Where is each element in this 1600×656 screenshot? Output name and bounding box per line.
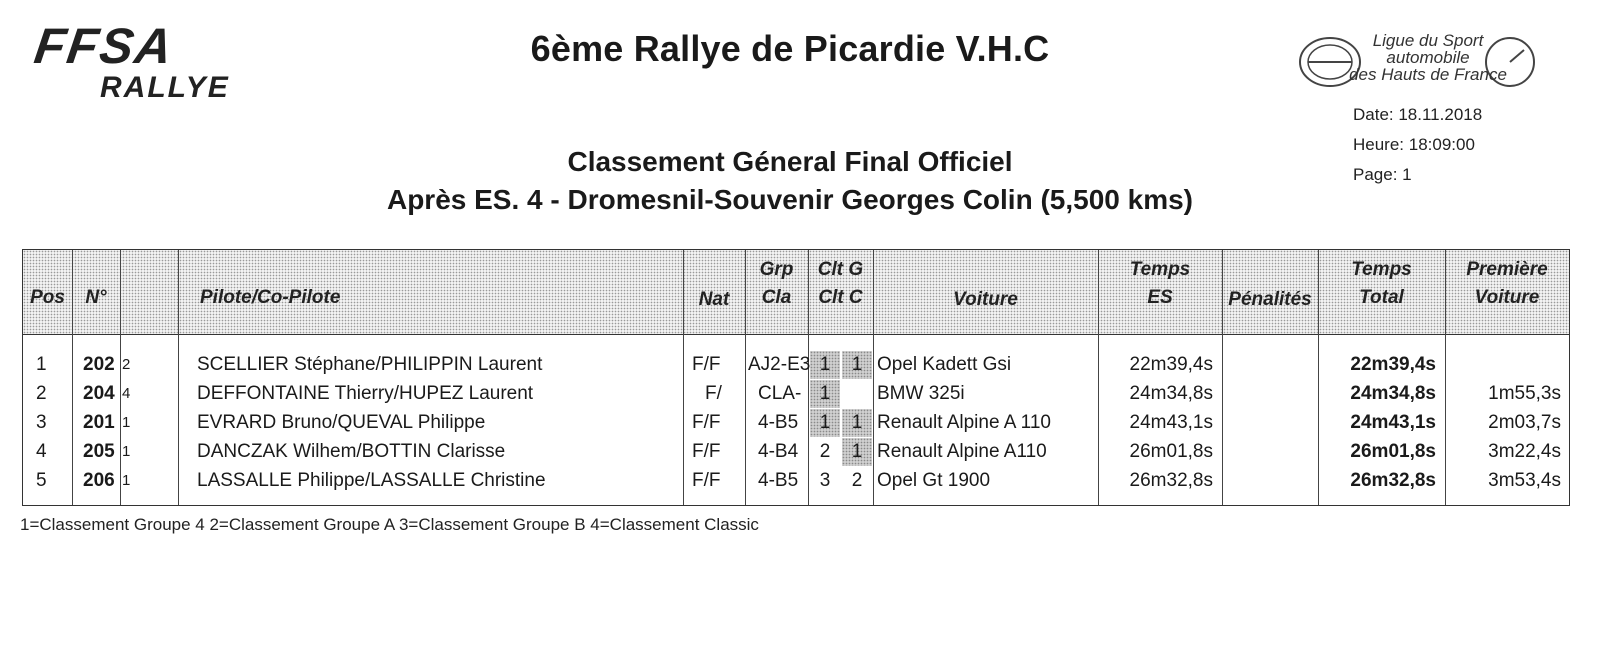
ffsa-logo: FFSA [31, 18, 178, 74]
cell-temps-total: 26m01,8s [1350, 441, 1436, 462]
cell-num: 202 [83, 354, 115, 375]
header-pilote: Pilote/Co-Pilote [200, 287, 341, 308]
cell-nat: F/F [692, 441, 721, 462]
table-row [0, 438, 1600, 468]
cell-grp-cla: AJ2-E3 [748, 354, 811, 375]
cell-clt-g: 2 [819, 441, 831, 462]
header-grp: Grp [759, 259, 794, 280]
table-row [0, 351, 1600, 381]
cell-grp-cla: CLA- [758, 383, 802, 404]
header-temps-total-line1: Temps [1351, 259, 1412, 280]
cell-pilote: DEFFONTAINE Thierry/HUPEZ Laurent [197, 383, 534, 404]
cell-premiere: 1m55,3s [1488, 383, 1561, 404]
cell-clt-c: 2 [851, 470, 863, 491]
cell-pos: 5 [36, 470, 47, 491]
cell-num: 201 [83, 412, 115, 433]
cell-pilote: LASSALLE Philippe/LASSALLE Christine [197, 470, 546, 491]
cell-temps-es: 26m01,8s [1129, 441, 1213, 462]
header-temps-es-line1: Temps [1129, 259, 1191, 280]
subtitle-stage: Après ES. 4 - Dromesnil-Souvenir Georges Colin (5,500 kms) [386, 184, 1194, 215]
cell-nat: F/F [692, 412, 721, 433]
ligue-line3: des Hauts de France [1349, 65, 1507, 84]
footnote-legend: 1=Classement Groupe 4 2=Classement Groupe A 3=Classement Groupe B 4=Classement Classic [20, 515, 759, 534]
cell-clt-g: 1 [810, 409, 840, 437]
cell-clt-c: 1 [842, 438, 872, 466]
cell-clt-g: 3 [819, 470, 831, 491]
header-penalites: Pénalités [1228, 289, 1312, 310]
header-nat: Nat [698, 289, 730, 310]
table-row [0, 409, 1600, 439]
ligue-text [1338, 32, 1518, 83]
cell-nat: F/F [692, 470, 721, 491]
cell-clt-c: 1 [842, 409, 872, 437]
cell-voiture: BMW 325i [877, 383, 965, 404]
cell-grp-cla: 4-B4 [758, 441, 799, 462]
header-clt-g: Clt G [817, 259, 864, 280]
cell-temps-total: 22m39,4s [1350, 354, 1436, 375]
cell-clt-g: 1 [810, 380, 840, 408]
cell-premiere: 2m03,7s [1488, 412, 1561, 433]
rallye-logo: RALLYE [100, 71, 230, 104]
cell-pilote: DANCZAK Wilhem/BOTTIN Clarisse [197, 441, 506, 462]
table-row [0, 380, 1600, 410]
header-pos: Pos [30, 287, 65, 308]
header-voiture: Voiture [953, 289, 1018, 310]
cell-voiture: Opel Gt 1900 [877, 470, 991, 491]
time-label: Heure: 18:09:00 [1353, 135, 1475, 154]
cell-pilote: EVRARD Bruno/QUEVAL Philippe [197, 412, 486, 433]
cell-temps-es: 26m32,8s [1129, 470, 1213, 491]
cell-temps-total: 24m34,8s [1350, 383, 1436, 404]
cell-pos: 2 [36, 383, 47, 404]
cell-clt-c: 1 [842, 351, 872, 379]
cell-clt-g: 1 [810, 351, 840, 379]
cell-grp-cla: 4-B5 [758, 470, 799, 491]
cell-num: 206 [83, 470, 115, 491]
header-premiere-line2: Voiture [1474, 287, 1540, 308]
cell-voiture: Opel Kadett Gsi [877, 354, 1012, 375]
header-clt-c: Clt C [818, 287, 863, 308]
cell-temps-es: 24m34,8s [1129, 383, 1213, 404]
cell-pos: 4 [36, 441, 47, 462]
cell-temps-es: 24m43,1s [1129, 412, 1213, 433]
ligue-line2: automobile [1386, 48, 1470, 67]
header-premiere-line1: Première [1466, 259, 1548, 280]
cell-voiture: Renault Alpine A 110 [877, 412, 1051, 433]
cell-nat: F/F [692, 354, 721, 375]
page-title: 6ème Rallye de Picardie V.H.C [530, 28, 1050, 69]
cell-temps-es: 22m39,4s [1129, 354, 1213, 375]
cell-group-index: 2 [122, 356, 131, 373]
cell-premiere: 3m22,4s [1488, 441, 1561, 462]
page-label: Page: 1 [1353, 165, 1412, 184]
cell-pos: 1 [36, 354, 47, 375]
cell-group-index: 1 [122, 472, 131, 489]
cell-num: 205 [83, 441, 115, 462]
cell-pilote: SCELLIER Stéphane/PHILIPPIN Laurent [197, 354, 543, 375]
cell-temps-total: 26m32,8s [1350, 470, 1436, 491]
cell-temps-total: 24m43,1s [1350, 412, 1436, 433]
header-temps-es-line2: ES [1147, 287, 1173, 308]
cell-pos: 3 [36, 412, 47, 433]
cell-group-index: 1 [122, 414, 131, 431]
table-row [0, 467, 1600, 497]
ligue-line1: Ligue du Sport [1372, 31, 1484, 50]
cell-nat: F/ [705, 383, 722, 404]
cell-premiere: 3m53,4s [1488, 470, 1561, 491]
cell-voiture: Renault Alpine A110 [877, 441, 1047, 462]
cell-num: 204 [83, 383, 115, 404]
subtitle-classement: Classement Géneral Final Officiel [567, 146, 1013, 177]
header-cla: Cla [761, 287, 792, 308]
header-temps-total-line2: Total [1359, 287, 1404, 308]
cell-group-index: 4 [122, 385, 131, 402]
cell-grp-cla: 4-B5 [758, 412, 799, 433]
date-label: Date: 18.11.2018 [1353, 105, 1483, 124]
header-num: N° [85, 287, 107, 308]
cell-group-index: 1 [122, 443, 131, 460]
